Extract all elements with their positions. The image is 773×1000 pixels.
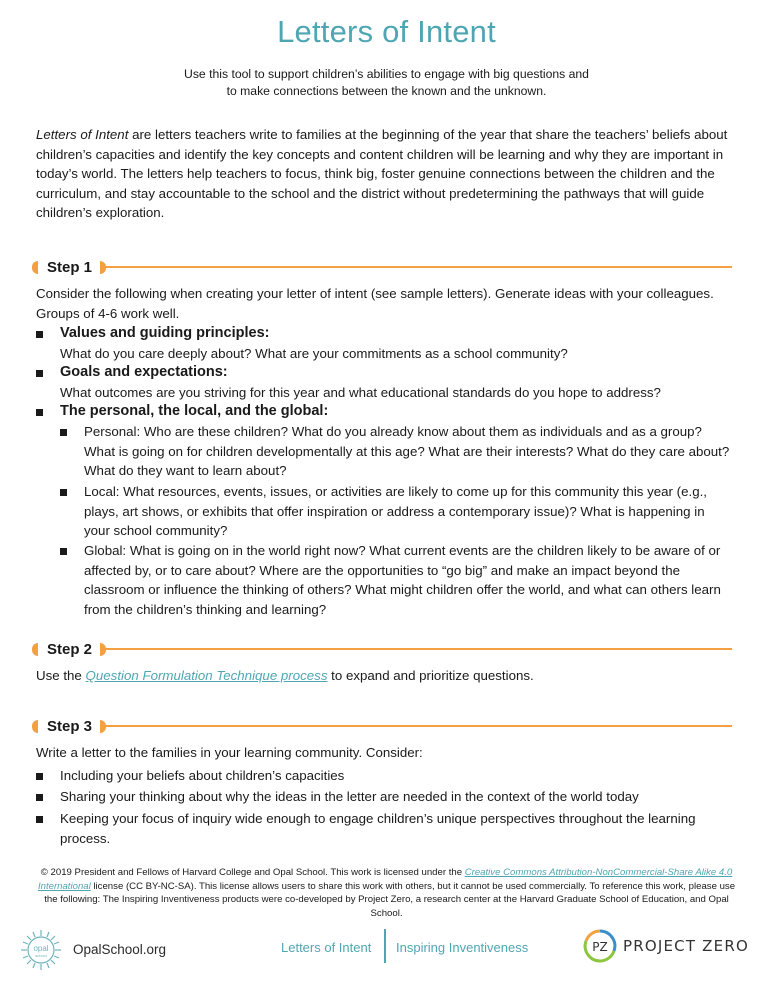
bullet-icon [36,370,43,377]
divider [106,648,732,650]
sub-list-item-global: Global: What is going on in the world right now? What current events are the children likely to be aware of or affected by, or to care about? Where are the opportunities to “go big” and make an impact beyond the classroom or influence the thinking of others? What might children offer the world, and what can others learn from the children’s thinking and learning? [60,541,730,619]
bullet-icon [60,429,67,436]
footer-doc-title: Letters of Intent [281,940,372,955]
bullet-icon [36,816,43,823]
step-label: Step 1 [47,258,93,276]
step-2-text: Use the Question Formulation Technique process to expand and prioritize questions. [36,668,534,683]
step-left-bracket-icon [32,261,38,274]
footer [0,925,773,970]
list-item: Goals and expectations: What outcomes are you striving for this year and what educational standards do you hope to address? [36,363,736,402]
license-notice: © 2019 President and Fellows of Harvard College and Opal School. This work is licensed under the Creative Commons Attribution-NonCommercial-Share Alike 4.0 International license (CC BY-NC-SA). This license allows users to share this work with others, but it cannot be used commercially. To reference this work, please use the following: The Inspiring Inventiveness products were co-developed by Project Zero, a research center at the Harvard Graduate School of Education, and Opal School. [37,867,736,919]
footer-divider [384,929,386,963]
creative-commons-link[interactable]: Creative Commons Attribution-NonCommercial-Share Alike 4.0 International [37,867,733,892]
footer-series: Inspiring Inventiveness [396,940,529,955]
svg-text:PZ: PZ [592,940,608,954]
bullet-icon [60,489,67,496]
step-1-intro: Consider the following when creating your letter of intent (see sample letters). Generate ideas with your colleagues. Groups of 4-6 work well. [36,286,714,321]
bullet-icon [60,548,67,555]
list-item: Including your beliefs about children’s capacities [36,766,736,786]
step-left-bracket-icon [32,720,38,733]
step-label: Step 3 [47,717,93,735]
bullet-icon [36,331,43,338]
svg-text:school: school [35,953,47,958]
opal-school-site: OpalSchool.org [73,942,167,957]
bullet-icon [36,773,43,780]
opal-school-logo-icon [16,927,66,973]
bullet-icon [36,409,43,416]
step-3-header [32,716,732,736]
step-1-header [32,257,732,277]
list-item: Sharing your thinking about why the ideas in the letter are needed in the context of the world today [36,787,736,807]
sub-list-item-personal: Personal: Who are these children? What do you already know about them as individuals and as a group? What is going on for children developmentally at this age? What are their interests? What do they care about? What do they want to learn about? [60,422,730,481]
step-left-bracket-icon [32,643,38,656]
project-zero-name: PROJECT ZERO [623,937,749,955]
list-item: Keeping your focus of inquiry wide enough to engage children’s unique perspectives throughout the learning process. [36,809,736,848]
intro-paragraph: Letters of Intent are letters teachers write to families at the beginning of the year that share the teachers’ beliefs about children’s capacities and identify the key concepts and content children will be learning and why they are important in today’s world. The letters help teachers to focus, think big, foster genuine connections between the children and the curriculum, and stay accountable to the school and the district without predetermining the pathways that will guide children’s exploration. [36,127,728,221]
divider [106,266,732,268]
step-3-intro: Write a letter to the families in your learning community. Consider: [36,745,423,760]
svg-text:opal: opal [33,944,49,953]
divider [106,725,732,727]
step-label: Step 2 [47,640,93,658]
list-item: Values and guiding principles: What do you care deeply about? What are your commitments as a school community? [36,324,736,363]
page-subtitle: Use this tool to support children’s abilities to engage with big questions and to make connections between the known and the unknown. [184,67,589,98]
bullet-icon [36,794,43,801]
project-zero-logo-icon [583,929,617,963]
sub-list-item-local: Local: What resources, events, issues, or activities are likely to come up for this community this year (e.g., plays, art shows, or exhibits that offer inspiration or address a contemporary issue)? What is happening in your school community? [60,482,730,541]
question-formulation-link[interactable]: Question Formulation Technique process [85,668,328,683]
list-item: The personal, the local, and the global: [36,402,736,422]
step-2-header [32,639,732,659]
page-title: Letters of Intent [277,14,496,49]
